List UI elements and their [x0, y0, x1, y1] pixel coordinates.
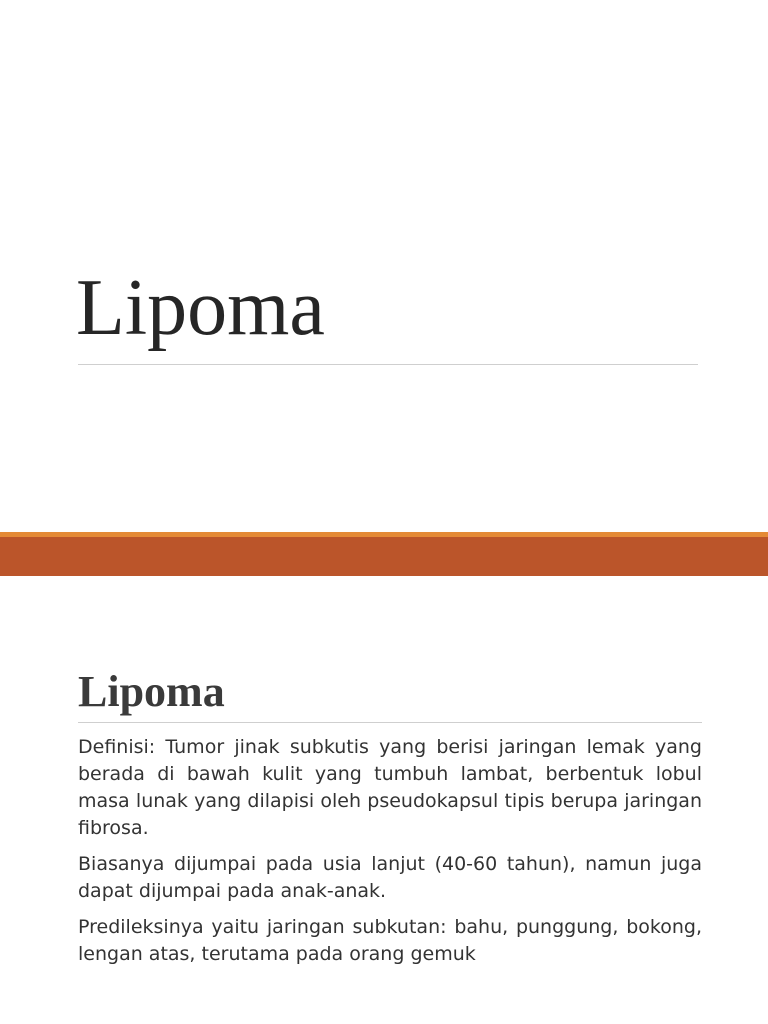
title-underline [78, 364, 698, 365]
accent-band-dark [0, 537, 768, 576]
content-body [78, 734, 702, 977]
slide-title: Lipoma [76, 264, 325, 352]
paragraph-age: Biasanya dijumpai pada usia lanjut (40-60 tahun), namun juga dapat dijumpai pada anak-anak. [78, 853, 702, 902]
paragraph-predilection: Predileksinya yaitu jaringan subkutan: bahu, punggung, bokong, lengan atas, terutama pada orang gemuk [78, 916, 702, 965]
content-slide-title: Lipoma [78, 667, 225, 716]
paragraph-definition: Definisi: Tumor jinak subkutis yang berisi jaringan lemak yang berada di bawah kulit yang tumbuh lambat, berbentuk lobul masa lunak yang dilapisi oleh pseudokapsul tipis berupa jaringan fibrosa. [78, 736, 702, 839]
content-slide [0, 576, 768, 1024]
content-title-underline [78, 722, 702, 723]
